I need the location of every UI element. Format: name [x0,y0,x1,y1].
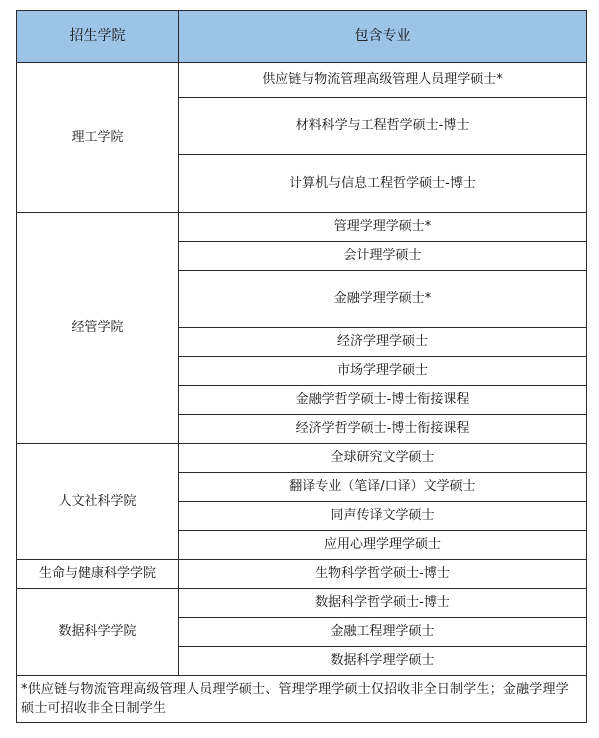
program-cell: 材料科学与工程哲学硕士-博士 [179,98,587,155]
program-cell: 全球研究文学硕士 [179,444,587,473]
program-cell: 供应链与物流管理高级管理人员理学硕士* [179,63,587,98]
college-cell: 数据科学学院 [17,589,179,676]
program-cell: 应用心理学理学硕士 [179,531,587,560]
footnote: *供应链与物流管理高级管理人员理学硕士、管理学理学硕士仅招收非全日制学生；金融学理学硕士可招收非全日制学生 [17,676,587,723]
header-programs: 包含专业 [179,11,587,63]
header-row [17,11,587,63]
college-cell: 人文社科学院 [17,444,179,560]
table-row [17,589,587,618]
admissions-table [16,10,587,723]
program-cell: 经济学哲学硕士-博士衔接课程 [179,415,587,444]
program-cell: 金融学哲学硕士-博士衔接课程 [179,386,587,415]
table-row [17,213,587,242]
college-cell: 经管学院 [17,213,179,444]
program-cell: 同声传译文学硕士 [179,502,587,531]
program-cell: 金融学理学硕士* [179,271,587,328]
program-cell: 翻译专业（笔译/口译）文学硕士 [179,473,587,502]
footnote-row [17,676,587,723]
table-row [17,444,587,473]
table-row [17,63,587,98]
program-cell: 市场学理学硕士 [179,357,587,386]
program-cell: 数据科学理学硕士 [179,647,587,676]
program-cell: 计算机与信息工程哲学硕士-博士 [179,155,587,213]
program-cell: 会计理学硕士 [179,242,587,271]
program-cell: 经济学理学硕士 [179,328,587,357]
admissions-table-container [16,10,586,723]
program-cell: 数据科学哲学硕士-博士 [179,589,587,618]
program-cell: 生物科学哲学硕士-博士 [179,560,587,589]
header-college: 招生学院 [17,11,179,63]
program-cell: 管理学理学硕士* [179,213,587,242]
college-cell: 理工学院 [17,63,179,213]
table-row [17,560,587,589]
program-cell: 金融工程理学硕士 [179,618,587,647]
college-cell: 生命与健康科学学院 [17,560,179,589]
